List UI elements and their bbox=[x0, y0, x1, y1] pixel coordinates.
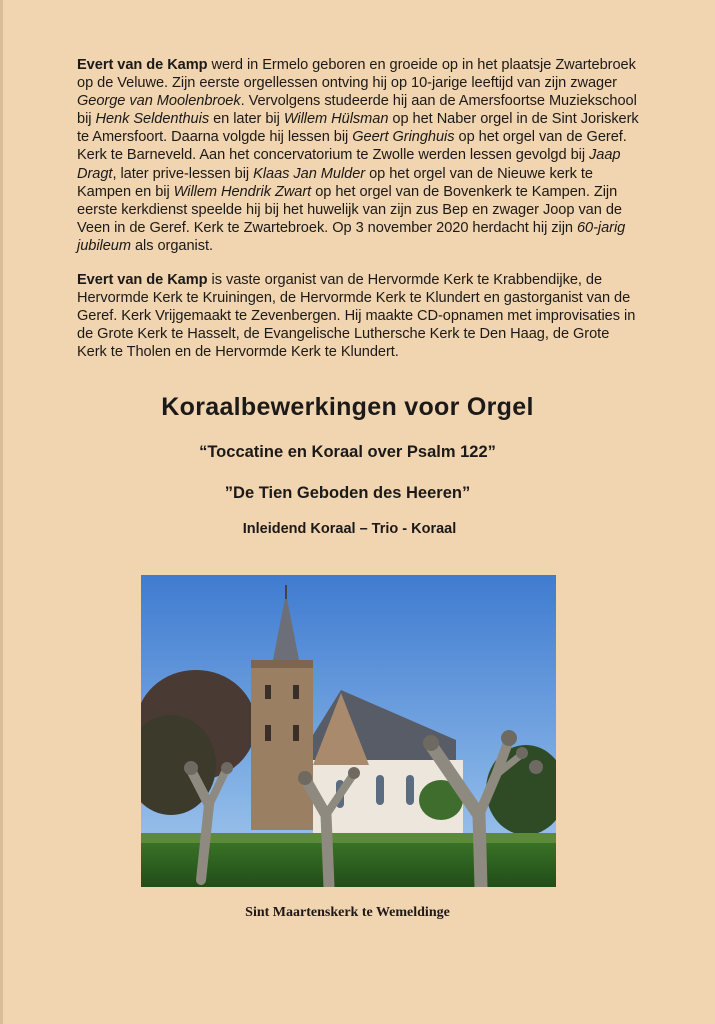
bio-paragraph-1 bbox=[77, 56, 639, 255]
photo-caption: Sint Maartenskerk te Wemeldinge bbox=[245, 905, 450, 920]
text-run: op het orgel van de Nieuwe kerk te Kampen en bij bbox=[77, 165, 593, 200]
biography-text bbox=[77, 56, 639, 378]
bio-paragraph-2 bbox=[77, 271, 639, 361]
text-run: als organist. bbox=[130, 237, 213, 254]
text-run: , later prive-lessen bij bbox=[112, 165, 254, 182]
church-photo bbox=[141, 575, 556, 887]
text-run: op het Naber orgel in de Sint Joriskerk te Amersfoort. Daarna volgde hij lessen bij bbox=[77, 111, 639, 146]
main-title: Koraalbewerkingen voor Orgel bbox=[161, 393, 534, 421]
text-run: op het orgel van de Geref. Kerk te Barneveld. Aan het concervatorium te Zwolle werden lessen gevolgd bij bbox=[77, 129, 627, 164]
italic-name: Klaas Jan Mulder bbox=[253, 165, 366, 182]
italic-name: George van Moolenbroek bbox=[77, 93, 241, 110]
subtitle-tien-geboden: ”De Tien Geboden des Heeren” bbox=[224, 484, 471, 502]
italic-name: Geert Gringhuis bbox=[352, 129, 455, 146]
subtitle-psalm: “Toccatine en Koraal over Psalm 122” bbox=[199, 443, 496, 461]
bold-name: Evert van de Kamp bbox=[77, 57, 208, 73]
italic-name: Henk Seldenthuis bbox=[95, 111, 210, 128]
italic-name: 60-jarig jubileum bbox=[77, 219, 626, 254]
bold-name: Evert van de Kamp bbox=[77, 272, 208, 289]
text-run: op het orgel van de Bovenkerk te Kampen. Zijn eerste kerkdienst speelde hij bij het huwelijk van zijn zus Bep en zwager Joop van de Veen in de Geref. Kerk te Zwartebroek. Op 3 november 2020 herdacht hij zijn bbox=[77, 183, 622, 236]
text-run: en later bij bbox=[209, 111, 284, 128]
page-edge bbox=[0, 0, 3, 1024]
text-run: is vaste organist van de Hervormde Kerk te Krabbendijke, de Hervormde Kerk te Kruiningen, de Hervormde Kerk te Klundert en gastorganist van de Geref. Kerk Vrijgemaakt te Zevenbergen. Hij maakte CD-opnamen met improvisaties in de Grote Kerk te Hasselt, de Evangelische Luthersche Kerk te Den Haag, de Grote Kerk te Tholen en de Hervormde Kerk te Klundert. bbox=[77, 272, 636, 361]
text-run: werd in Ermelo geboren en groeide op in het plaatsje Zwartebroek op de Veluwe. Zijn eerste orgellessen ontving hij op 10-jarige leeftijd van zijn zwager bbox=[77, 57, 636, 92]
italic-name: Jaap Dragt bbox=[77, 147, 621, 182]
text-run: . Vervolgens studeerde hij aan de Amersfoortse Muziekschool bij bbox=[77, 93, 637, 128]
subtitle-movements: Inleidend Koraal – Trio - Koraal bbox=[242, 521, 457, 537]
italic-name: Willem Hendrik Zwart bbox=[173, 183, 312, 200]
italic-name: Willem Hülsman bbox=[283, 111, 389, 128]
